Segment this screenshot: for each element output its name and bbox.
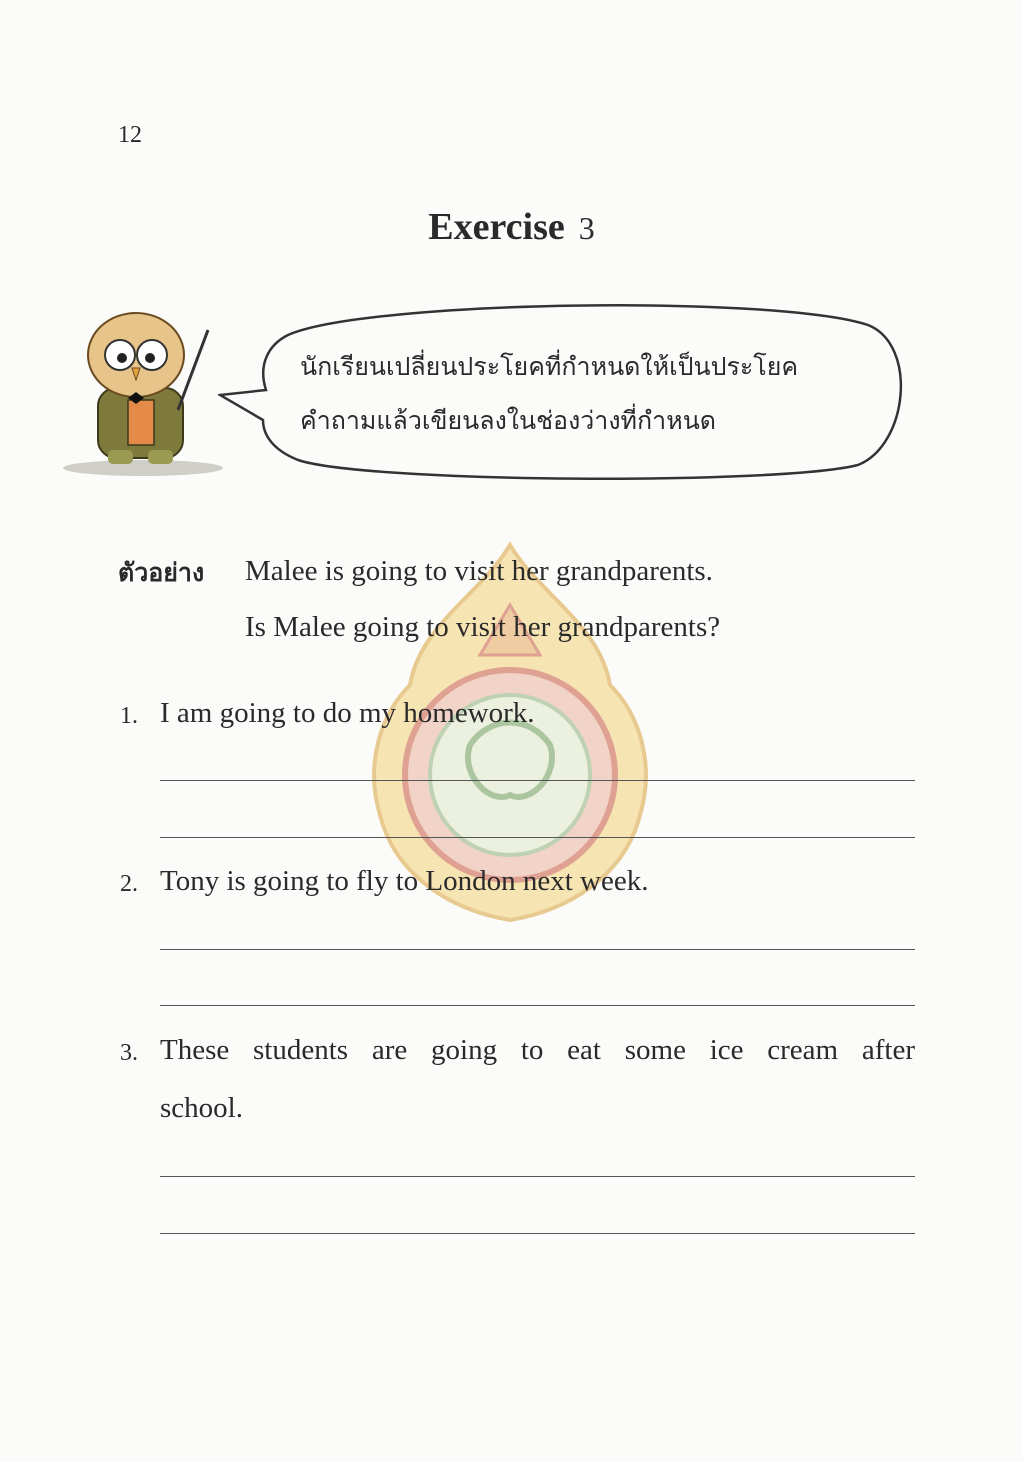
question-2-number: 2. — [120, 871, 138, 897]
answer-line-3a[interactable] — [160, 1176, 915, 1177]
answer-line-1b[interactable] — [160, 837, 915, 838]
instruction-text — [300, 340, 900, 448]
question-1-number: 1. — [120, 703, 138, 729]
question-3-text-line-1: These students are going to eat some ice cream after — [160, 1034, 915, 1066]
answer-line-1a[interactable] — [160, 780, 915, 781]
example-label: ตัวอย่าง — [118, 558, 205, 587]
question-2-text: Tony is going to fly to London next week. — [160, 865, 649, 897]
instruction-line-2: คำถามแล้วเขียนลงในช่องว่างที่กำหนด — [300, 406, 717, 435]
answer-line-2a[interactable] — [160, 949, 915, 950]
example-question: Is Malee going to visit her grandparents? — [245, 611, 721, 643]
question-1-text: I am going to do my homework. — [160, 697, 535, 729]
exercise-title-word: Exercise — [428, 206, 565, 248]
exercise-title — [0, 205, 1023, 249]
instruction-line-1: นักเรียนเปลี่ยนประโยคที่กำหนดให้เป็นประโยค — [300, 352, 799, 381]
answer-line-3b[interactable] — [160, 1233, 915, 1234]
question-3-number: 3. — [120, 1040, 138, 1066]
answer-line-2b[interactable] — [160, 1005, 915, 1006]
example-statement: Malee is going to visit her grandparents. — [245, 555, 713, 587]
page-number: 12 — [118, 122, 142, 148]
owl-teacher-icon — [58, 300, 238, 480]
question-3-text-line-2: school. — [160, 1092, 243, 1124]
exercise-number: 3 — [578, 210, 595, 246]
